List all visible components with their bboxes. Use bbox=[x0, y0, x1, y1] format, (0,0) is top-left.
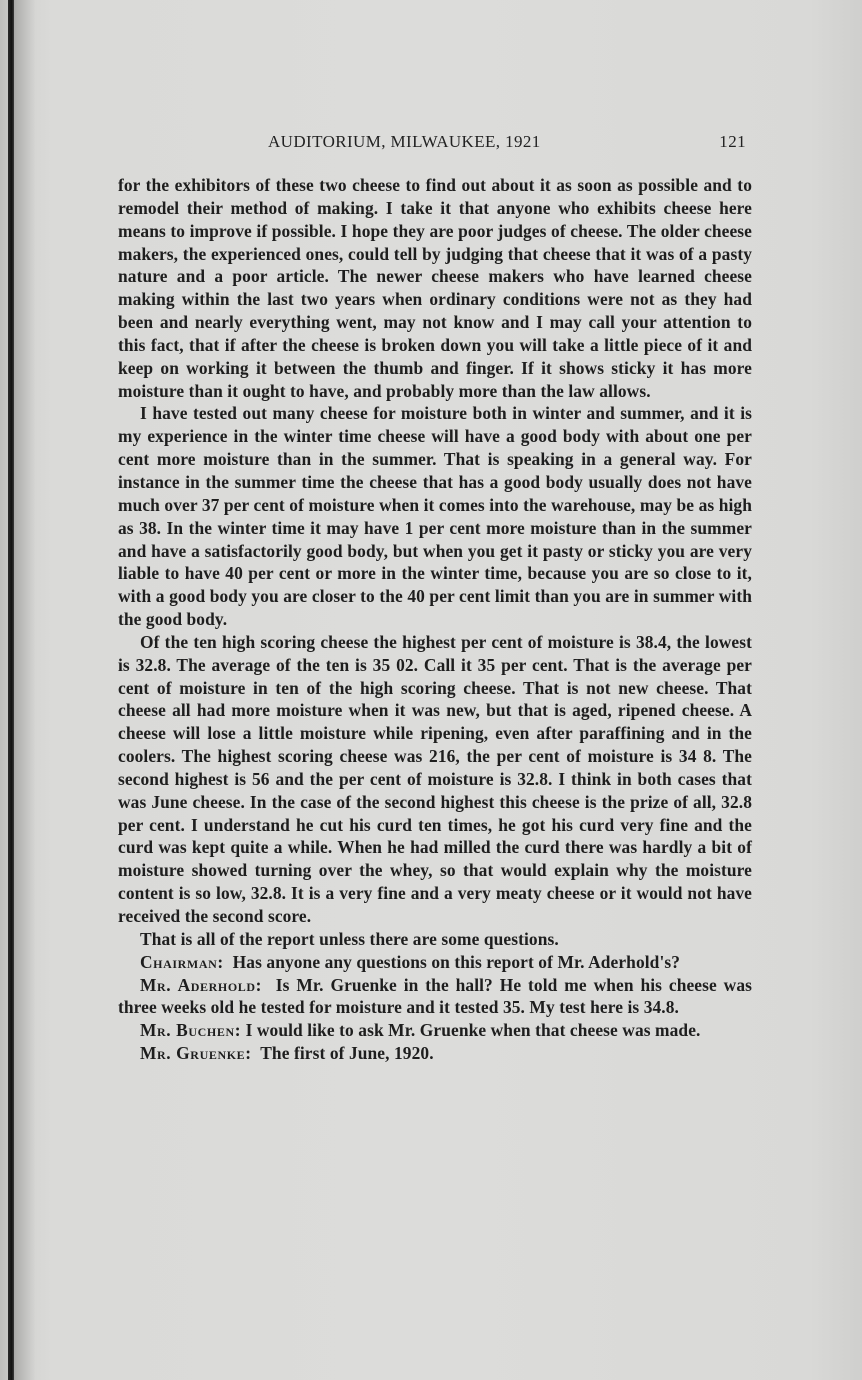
speaker-name: Mr. Aderhold: bbox=[140, 974, 263, 995]
dialogue-text: I would like to ask Mr. Gruenke when that cheese was made. bbox=[245, 1020, 701, 1041]
speaker-name: Mr. Gruenke: bbox=[140, 1043, 252, 1064]
dialogue-text: Has anyone any questions on this report of Mr. Aderhold's? bbox=[232, 951, 681, 972]
dialogue-entry bbox=[118, 974, 752, 1020]
dialogue-entry bbox=[118, 951, 752, 974]
page-body bbox=[118, 174, 752, 1065]
speaker-name: Chairman: bbox=[140, 951, 224, 972]
paragraph-3: Of the ten high scoring cheese the highest per cent of moisture is 38.4, the lowest is 32.8. The average of the ten is 35 02. Call it 35 per cent. That is the average per cent of moisture in ten of the high scoring cheese. That is not new cheese. That cheese all had more moisture when it was new, but that is aged, ripened cheese. A cheese will lose a little moisture while ripening, even after paraffining and in the coolers. The highest scoring cheese was 216, the per cent of moisture is 34 8. The second highest is 56 and the per cent of moisture is 32.8. I think in both cases that was June cheese. In the case of the second highest this cheese is the prize of all, 32.8 per cent. I understand he cut his curd ten times, he got his curd very fine and the curd was kept quite a while. When he had milled the curd there was hardly a bit of moisture showed turning over the whey, so that would explain why the moisture content is so low, 32.8. It is a very fine and a very meaty cheese or it would not have received the second score. bbox=[118, 631, 752, 926]
paragraph-1: for the exhibitors of these two cheese to find out about it as soon as possible and to remodel their method of making. I take it that anyone who exhibits cheese here means to improve if possible. I hope they are poor judges of cheese. The older cheese makers, the experienced ones, could tell by judging that cheese that it was of a pasty nature and a poor article. The newer cheese makers who have learned cheese making within the last two years when ordinary conditions were not as they had been and nearly everything went, may not know and I may call your attention to this fact, that if after the cheese is broken down you will take a little piece of it and keep on working it between the thumb and finger. If it shows sticky it has more moisture than it ought to have, and probably more than the law allows. bbox=[118, 175, 752, 401]
speaker-name: Mr. Buchen: bbox=[140, 1020, 242, 1041]
dialogue-text: The first of June, 1920. bbox=[260, 1043, 434, 1064]
page-number: 121 bbox=[719, 132, 746, 151]
running-header-title: AUDITORIUM, MILWAUKEE, 1921 bbox=[268, 132, 541, 151]
dialogue-text: Is Mr. Gruenke in the hall? He told me when his cheese was three weeks old he tested for moisture and it tested 35. My test here is 34.8. bbox=[118, 974, 752, 1018]
dialogue-entry bbox=[118, 1042, 752, 1065]
dialogue-entry bbox=[118, 1019, 752, 1042]
binding-shadow bbox=[14, 0, 36, 1380]
paragraph-2: I have tested out many cheese for moisture both in winter and summer, and it is my experience in the winter time cheese will have a good body with about one per cent more moisture than in the summer. That is speaking in a general way. For instance in the summer time the cheese that has a good body usually does not have much over 37 per cent of moisture when it comes into the warehouse, may be as high as 38. In the winter time it may have 1 per cent more moisture than in the summer and have a satisfactorily good body, but when you get it pasty or sticky you are very liable to have 40 per cent or more in the winter time, because you are so close to it, with a good body you are closer to the 40 per cent limit than you are in summer with the good body. bbox=[118, 403, 752, 630]
running-header bbox=[118, 132, 746, 156]
paragraph-4: That is all of the report unless there are some questions. bbox=[140, 928, 559, 949]
